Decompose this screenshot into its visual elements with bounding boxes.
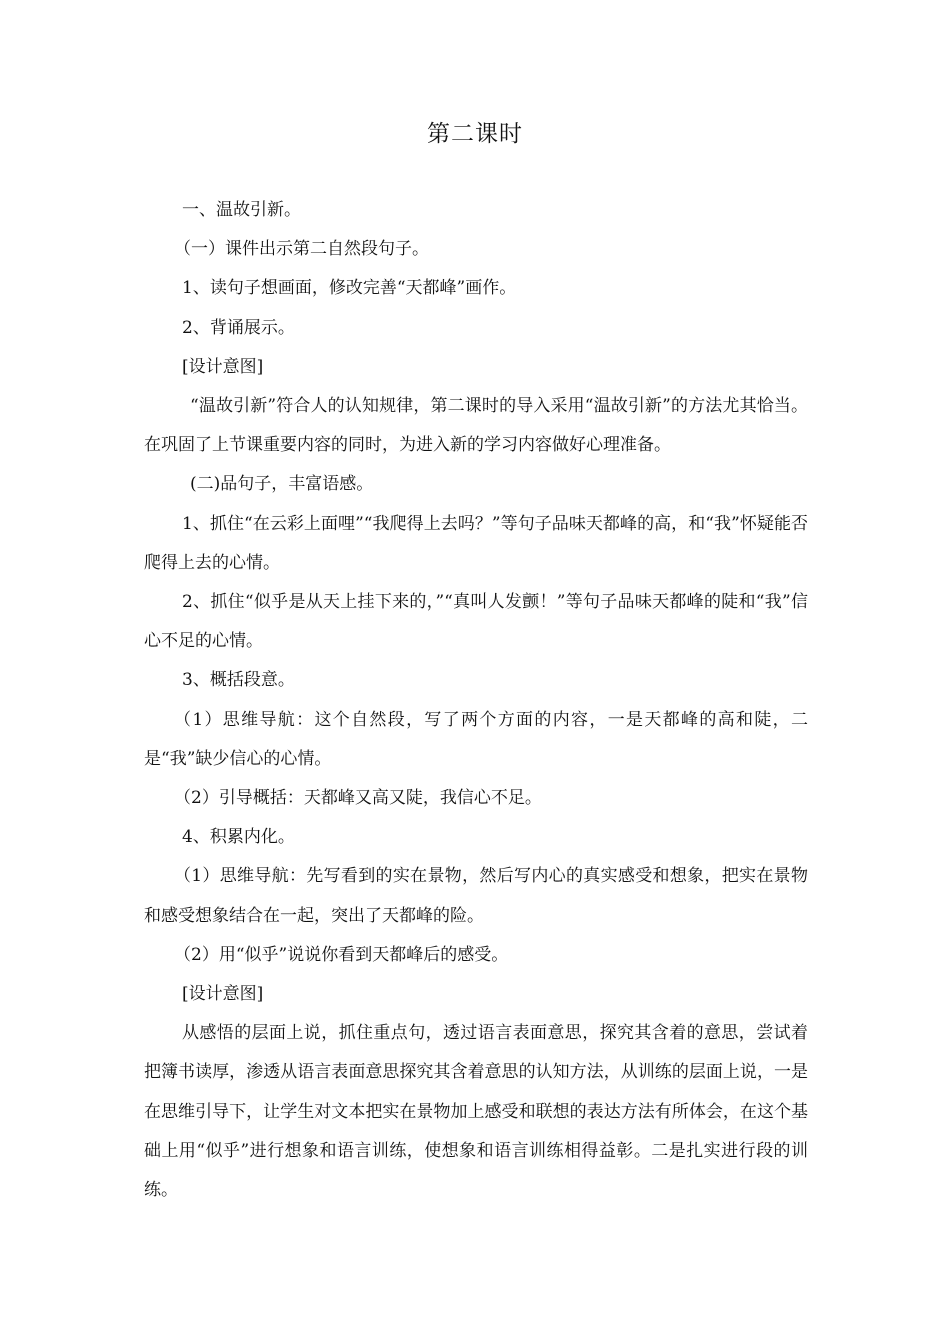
design-intent-label: [设计意图]: [182, 356, 264, 377]
list-item: （1）思维导航：先写看到的实在景物，然后写内心的真实感受和想象，把实在景物和感受想象结合在一起，突出了天都峰的险。: [144, 866, 808, 926]
list-item: 4、积累内化。: [182, 827, 295, 848]
paragraph: “温故引新”符合人的认知规律，第二课时的导入采用“温故引新”的方法尤其恰当。在巩固了上节课重要内容的同时，为进入新的学习内容做好心理准备。: [144, 396, 808, 456]
section-heading: 一、温故引新。: [182, 200, 301, 220]
subsection-heading: (二)品句子，丰富语感。: [190, 474, 374, 495]
list-item: 2、抓住“似乎是从天上挂下来的，”“真叫人发颤！”等句子品味天都峰的陡和“我”信心不足的心情。: [144, 592, 808, 652]
list-item: 2、背诵展示。: [182, 317, 295, 338]
list-item: （1）思维导航：这个自然段，写了两个方面的内容，一是天都峰的高和陡，二是“我”缺少信心的心情。: [144, 709, 808, 769]
list-item: （2）引导概括：天都峰又高又陡，我信心不足。: [174, 788, 542, 809]
list-item: 1、抓住“在云彩上面哩”“我爬得上去吗？”等句子品味天都峰的高，和“我”怀疑能否爬得上去的心情。: [144, 513, 808, 573]
design-intent-label: [设计意图]: [182, 984, 264, 1005]
list-item: （2）用“似乎”说说你看到天都峰后的感受。: [174, 944, 509, 965]
paragraph: 从感悟的层面上说，抓住重点句，透过语言表面意思，探究其含着的意思，尝试着把簿书读厚，渗透从语言表面意思探究其含着意思的认知方法，从训练的层面上说，一是在思维引导下，让学生对文本把实在景物加上感受和联想的表达方法有所体会，在这个基础上用“似乎”进行想象和语言训练，使想象和语言训练相得益彰。二是扎实进行段的训练。: [144, 1023, 808, 1201]
page-title: 第二课时: [427, 121, 523, 147]
subsection-heading: （一）课件出示第二自然段句子。: [174, 239, 429, 260]
document-body: [144, 191, 808, 1210]
list-item: 1、读句子想画面，修改完善“天都峰”画作。: [182, 278, 517, 299]
list-item: 3、概括段意。: [182, 670, 295, 691]
